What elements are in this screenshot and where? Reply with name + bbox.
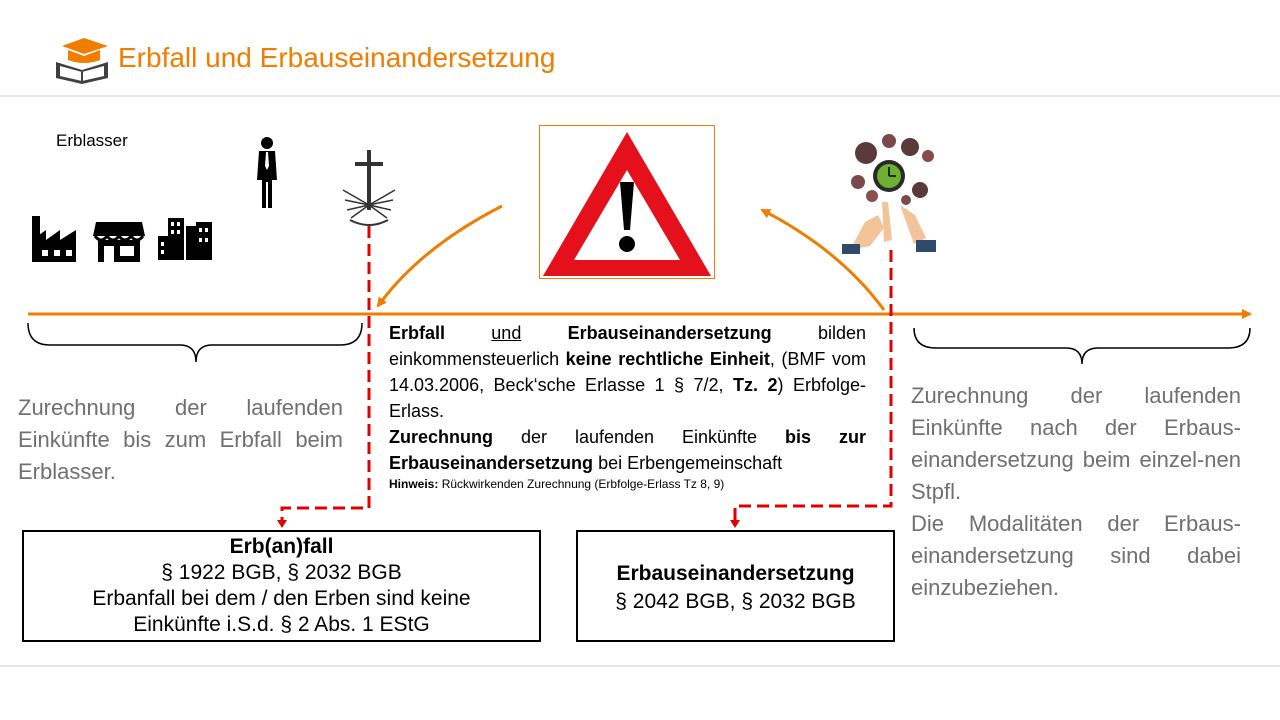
hint-text: Rückwirkenden Zurechnung (Erbfolge-Erlass Tz 8, 9): [441, 477, 725, 491]
text-bmf-reference: , (BMF vom 14.03.2006, Beck‘sche Erlasse 1 § 7/2,: [389, 349, 866, 395]
term-bis-zur: bis zur Erbauseinandersetzung: [389, 427, 866, 473]
erbfall-box-line2: Erbanfall bei dem / den Erben sind keine: [92, 587, 471, 610]
erbauseinandersetzung-box: [576, 530, 895, 642]
text-laufende-einkuenfte: der laufenden Einkünfte: [520, 427, 758, 447]
cross-grave-icon: [343, 150, 395, 225]
erbfall-box-title: Erb(an)fall: [229, 535, 334, 558]
hint-label: Hinweis:: [389, 477, 439, 491]
erbaus-box-line1: § 2042 BGB, § 2032 BGB: [615, 590, 856, 613]
person-icon: [257, 137, 277, 208]
word-und: und: [491, 323, 522, 343]
factory-icon: [32, 216, 76, 262]
hint-line: [389, 476, 866, 492]
erbfall-box-line1: § 1922 BGB, § 2032 BGB: [161, 561, 402, 584]
shop-icon: [93, 222, 145, 262]
page-title: Erbfall und Erbauseinandersetzung: [118, 42, 556, 73]
right-description-1: Zurechnung der laufenden Einkünfte nach der Erbaus-einandersetzung beim einzel-nen Stpfl.: [911, 383, 1241, 504]
term-keine-einheit: keine rechtliche Einheit: [565, 349, 770, 369]
erbfall-box: [22, 530, 541, 642]
right-description-2: Die Modalitäten der Erbaus-einandersetzung sind dabei einzubeziehen.: [911, 511, 1241, 600]
right-description: [911, 380, 1241, 604]
erbaus-box-title: Erbauseinandersetzung: [616, 562, 855, 585]
time-management-hands-icon: [842, 134, 936, 254]
left-description: Zurechnung der laufenden Einkünfte bis zum Erbfall beim Erblasser.: [18, 395, 343, 484]
term-zurechnung: Zurechnung: [389, 427, 493, 447]
arrow-to-erbfall: [378, 206, 502, 306]
warning-triangle-icon: [540, 126, 715, 279]
left-brace: [28, 323, 362, 362]
term-erbfall: Erbfall: [389, 323, 446, 343]
middle-paragraph-1: [389, 320, 866, 424]
right-brace: [914, 328, 1250, 364]
text-bilden: bilden einkommensteuerlich: [389, 323, 866, 369]
middle-explanation: [389, 320, 866, 492]
middle-paragraph-2: [389, 424, 866, 476]
buildings-icon: [158, 218, 212, 260]
text-erbengemeinschaft: bei Erbengemeinschaft: [598, 453, 783, 473]
text-erbfolge-erlass: ) Erbfolge-Erlass.: [389, 375, 866, 421]
term-erbauseinandersetzung: Erbauseinandersetzung: [567, 323, 772, 343]
term-tz2: Tz. 2: [733, 375, 778, 395]
erbfall-box-line3: Einkünfte i.S.d. § 2 Abs. 1 EStG: [133, 613, 430, 636]
erblasser-label: Erblasser: [56, 131, 128, 150]
